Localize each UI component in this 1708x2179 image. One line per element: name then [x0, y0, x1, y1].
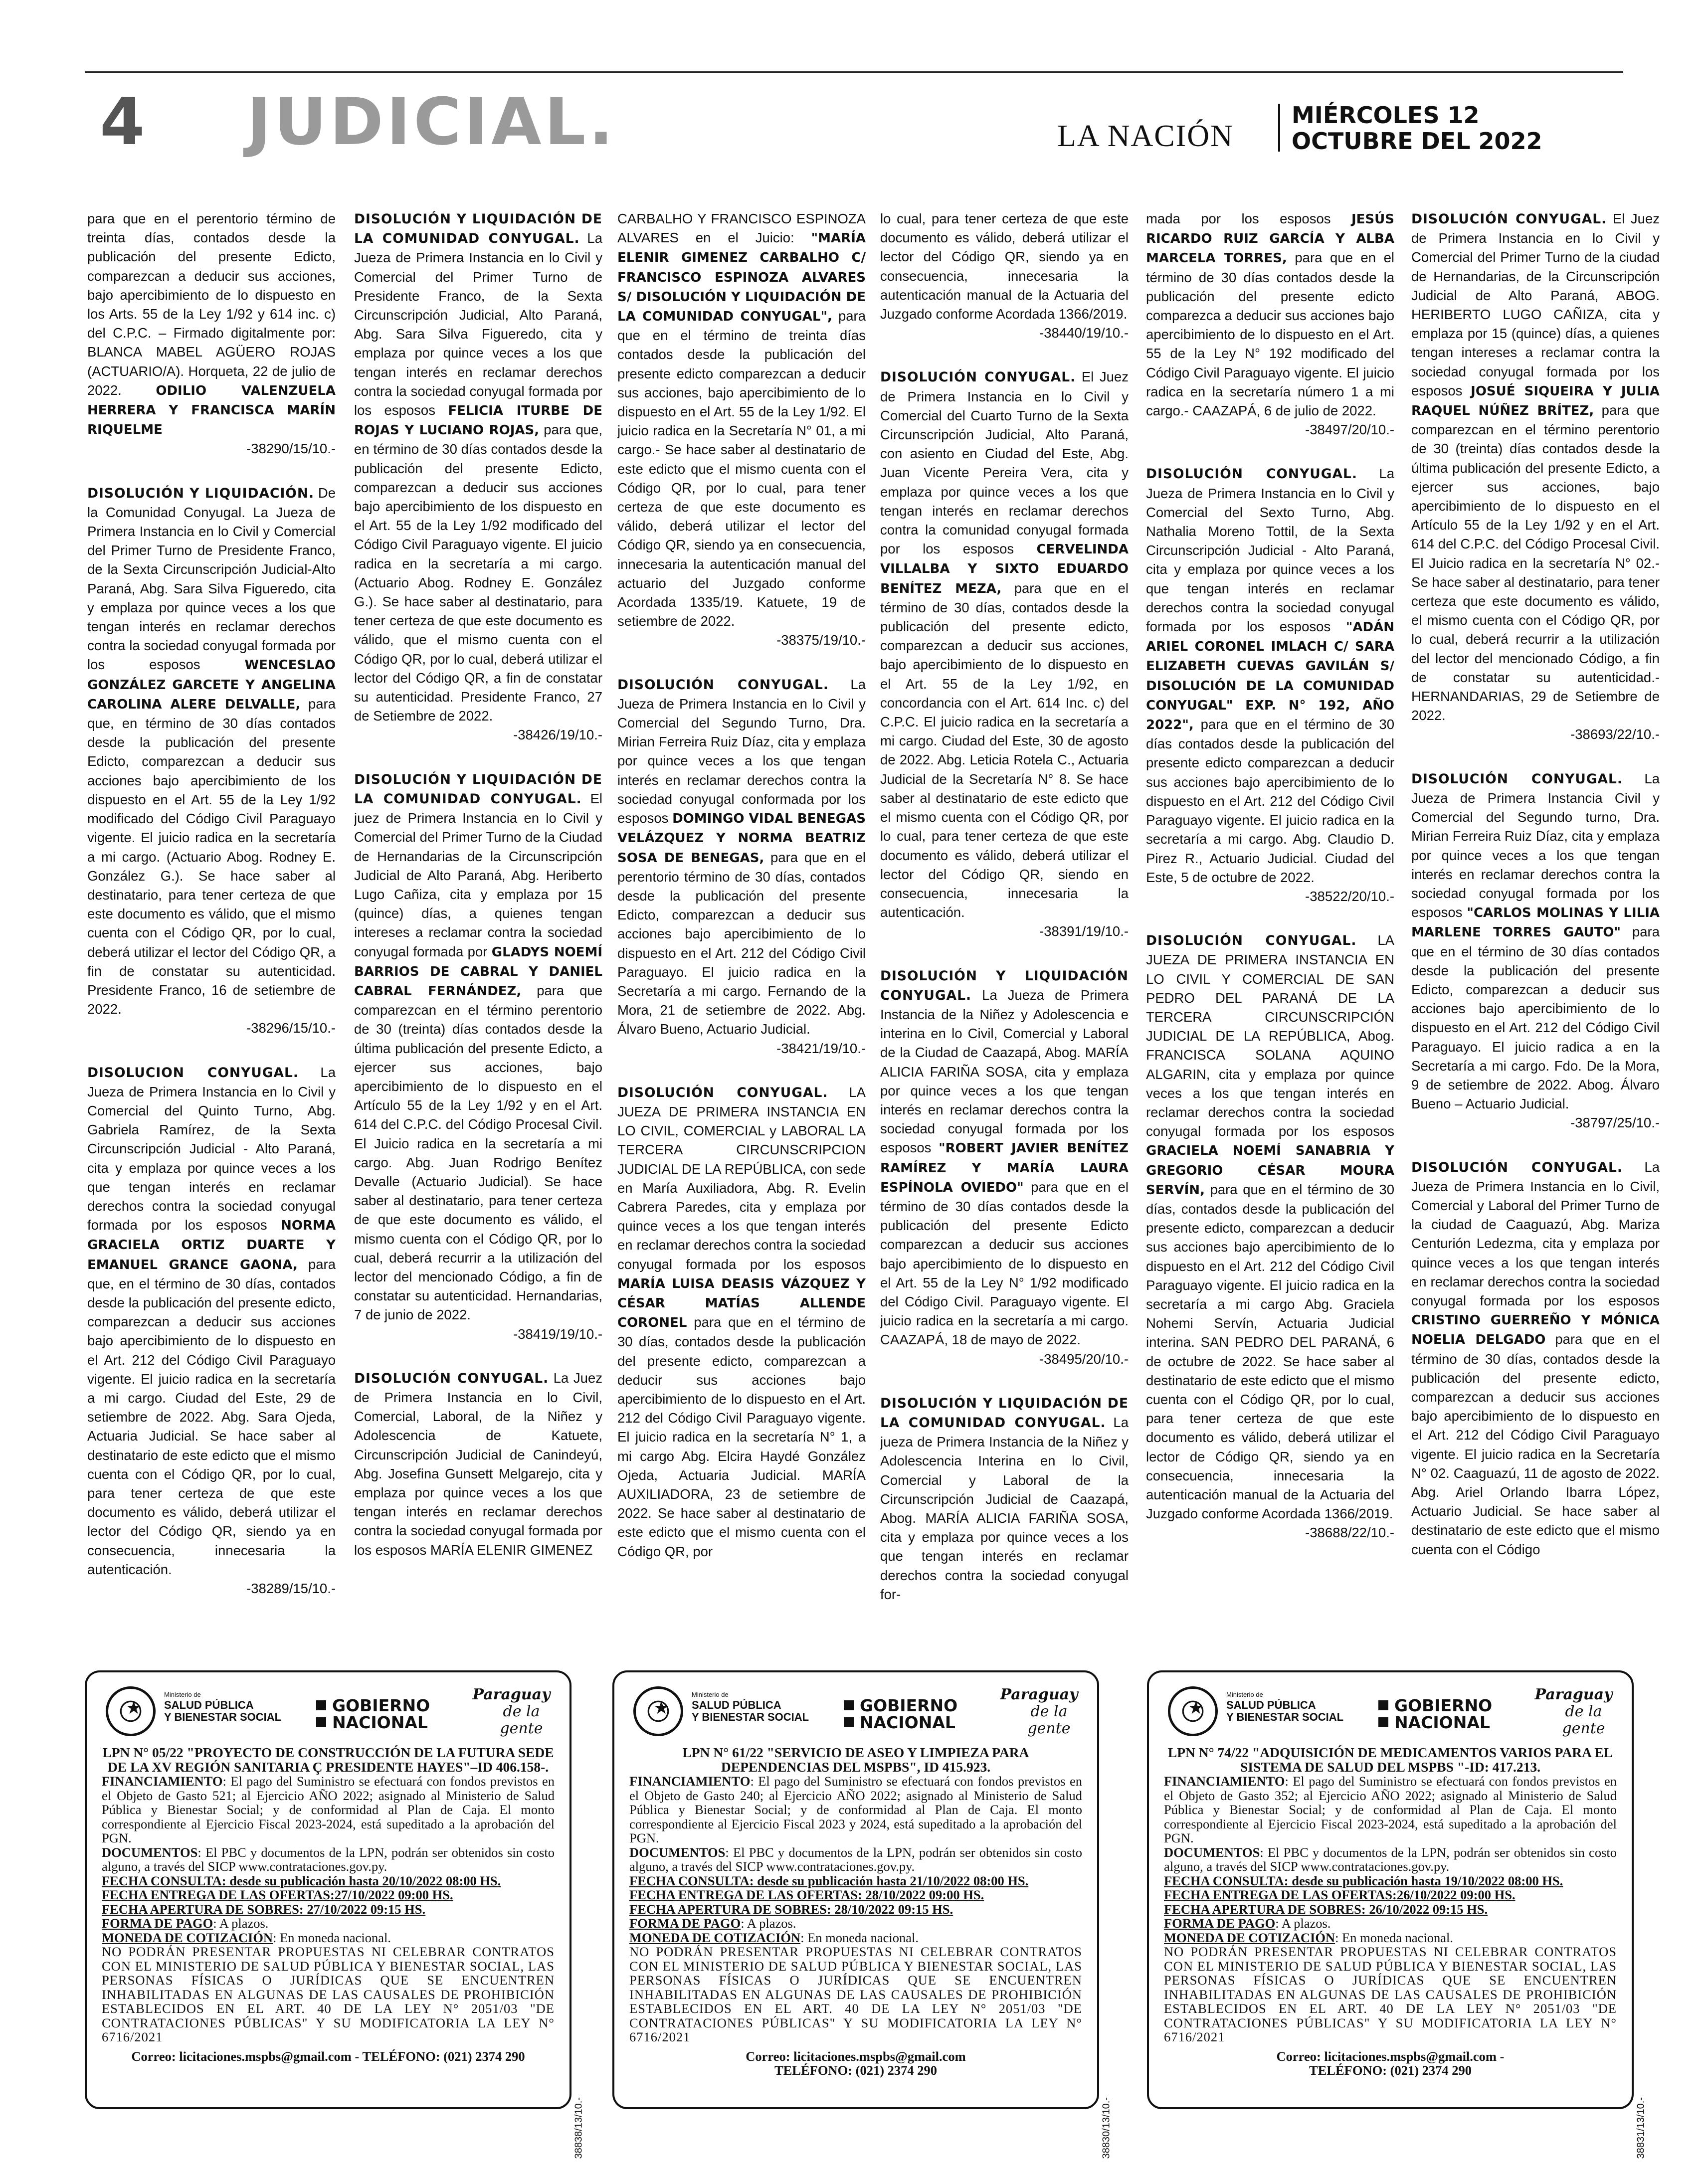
- column-1: [87, 209, 336, 1635]
- ad-reference: 38838/13/10.-: [573, 2097, 584, 2159]
- ministry-name-line2: Y BIENESTAR SOCIAL: [1226, 1711, 1344, 1723]
- financing: [1164, 1774, 1617, 1845]
- tender-title: LPN N° 61/22 "SERVICIO DE ASEO Y LIMPIEZA PARA DEPENDENCIAS DEL MSPBS", ID 415.923.: [682, 1745, 1029, 1775]
- notice-body-continued: para que, en término de 30 días contados desde la publicación del presente Edicto, comparezcan a deducir sus acciones bajo apercibimiento de los dispuesto en el Art. 55 de la Ley 1/92 modificado del Código Civil Paraguayo vigente. El juicio radica en la secretaría a mi cargo. (Actuario Abog. Rodney E. González G.). Se hace saber al destinatario, para tener certeza de que este documento es válido, que el mismo cuenta con el Código QR, por lo cual, deberá utilizar el lector del Código QR, a fin de constatar su autenticidad. Presidente Franco, 27 de Setiembre de 2022.: [354, 422, 602, 724]
- financing: [102, 1774, 555, 1845]
- tender-title: LPN N° 74/22 "ADQUISICIÓN DE MEDICAMENTOS VARIOS PARA EL SISTEMA DE SALUD DEL MSPBS "-ID: 417.213.: [1167, 1745, 1613, 1775]
- column-5: [1146, 209, 1394, 1635]
- financing-text: : El pago del Suministro se efectuará con fondos previstos en el Objeto de Gasto 352; al Ejercicio AÑO 2022; asignado al Ministerio de Salud Pública y Bienestar Social; y de conformidad al Plan de Caja. El monto correspondiente al Ejercicio Fiscal 2023-2024, está supeditado a la aprobación del PGN.: [1164, 1774, 1617, 1845]
- edict-notice: [87, 1063, 336, 1599]
- gob-line1: GOBIERNO: [860, 1696, 958, 1715]
- ministry-prefix: Ministerio de: [692, 1691, 729, 1698]
- square-icon: [316, 1700, 326, 1710]
- payment-text: : A plazos.: [741, 1916, 796, 1931]
- quote-currency: [629, 1931, 1082, 1945]
- ministry-name-line1: SALUD PÚBLICA: [1226, 1699, 1316, 1711]
- square-icon: [844, 1717, 854, 1727]
- quote-currency: [102, 1931, 555, 1945]
- edict-notice: [880, 209, 1129, 343]
- notice-body: La Jueza de Primera Instancia en lo Civil y Comercial del Quinto Turno, Abg. Gabriela Ramírez, de la Sexta Circunscripción Judicial - Alto Paraná, cita y emplaza por quince veces a los que tengan interés en reclamar derechos contra la sociedad conyugal formada por los esposos: [87, 1064, 336, 1233]
- notice-parties: "ROBERT JAVIER BENÍTEZ RAMÍREZ Y MARÍA LAURA ESPÍNOLA OVIEDO": [880, 1141, 1129, 1195]
- edict-notice: [1146, 464, 1394, 906]
- edict-notice: [354, 770, 602, 1344]
- slogan-line2: de la gente: [500, 1703, 543, 1737]
- gobierno-nacional-logo: [316, 1697, 430, 1731]
- payment-text: : A plazos.: [213, 1916, 269, 1931]
- consultation-date: FECHA CONSULTA: desde su publicación hasta 20/10/2022 08:00 HS.: [102, 1873, 501, 1888]
- notice-parties: "CARLOS MOLINAS Y LILIA MARLENE TORRES GAUTO": [1411, 906, 1660, 940]
- edict-notice: [880, 966, 1129, 1369]
- notice-reference: -38693/22/10.-: [1570, 726, 1660, 742]
- ad-reference: 38831/13/10.-: [1635, 2097, 1646, 2159]
- prohibition-notice: NO PODRÁN PRESENTAR PROPUESTAS NI CELEBRAR CONTRATOS CON EL MINISTERIO DE SALUD PÚBLICA Y BIENESTAR SOCIAL, LAS PERSONAS FÍSICAS O JURÍDICAS QUE SE ENCUENTREN INHABILITADAS EN ALGUNAS DE LAS CAUSALES DE PROHIBICIÓN ESTABLECIDOS EN EL ART. 40 DE LA LEY N° 2051/03 "DE CONTRATACIONES PÚBLICAS" Y SU MODIFICATORIA LA LEY N° 6716/2021: [102, 1944, 555, 2044]
- top-rule: [85, 71, 1623, 73]
- currency-text: : En moneda nacional.: [1335, 1930, 1454, 1945]
- notice-heading: DISOLUCIÓN CONYUGAL.: [1146, 466, 1358, 482]
- envelope-opening-date: FECHA APERTURA DE SOBRES: 26/10/2022 09:15 HS.: [1164, 1901, 1488, 1917]
- ministry-label: [692, 1690, 809, 1723]
- notice-reference: -38419/19/10.-: [513, 1326, 602, 1342]
- notice-heading: DISOLUCIÓN CONYUGAL.: [880, 369, 1076, 385]
- column-6: [1411, 209, 1660, 1635]
- payment-label: FORMA DE PAGO: [629, 1916, 741, 1931]
- financing-label: FINANCIAMIENTO: [1164, 1774, 1285, 1789]
- envelope-opening-date: FECHA APERTURA DE SOBRES: 28/10/2022 09:15 HS.: [629, 1901, 953, 1917]
- notice-body: La Jueza de Primera Instancia en lo Civil, Comercial y Laboral del Primer Turno de la ciudad de Caaguazú, Abg. Mariza Centurión Ledezma, cita y emplaza por quince veces a los que tengan interés en reclamar derechos contra la sociedad conyugal formada por los esposos: [1411, 1159, 1660, 1308]
- notice-parties: NORMA GRACIELA ORTIZ DUARTE Y EMANUEL GRANCE GAONA,: [87, 1218, 336, 1272]
- financing-text: : El pago del Suministro se efectuará con fondos previstos en el Objeto de Gasto 240; al Ejercicio AÑO 2022; asignado al Ministerio de Salud Pública y Bienestar Social; y de conformidad al Plan de Caja. El monto correspondiente al Ejercicio Fiscal 2023 y 2024, está supeditado a la aprobación del PGN.: [629, 1774, 1082, 1845]
- ministry-name-line2: Y BIENESTAR SOCIAL: [692, 1711, 809, 1723]
- notice-heading: DISOLUCIÓN Y LIQUIDACIÓN DE LA COMUNIDAD CONYUGAL.: [354, 211, 602, 247]
- notice-body: La Jueza de Primera Instancia de la Niñez y Adolescencia e interina en lo Civil, Comercial y Laboral de la Ciudad de Caazapá, Abog. MARÍA ALICIA FARIÑA SOSA, cita y emplaza por quince veces a los que tengan interés en reclamar derechos contra la sociedad conyugal formada por los esposos: [880, 987, 1129, 1156]
- issue-date: [1292, 102, 1542, 154]
- notice-body: El Juez de Primera Instancia en lo Civil y Comercial del Primer Turno de la ciudad de Hernandarias, de la Circunscripción Judicial de Alto Paraná, ABOG. HERIBERTO LUGO CAÑIZA, cita y emplaza por 15 (quince) días, a quienes tengan intereses a reclamar contra la sociedad conyugal formada por los esposos: [1411, 211, 1660, 398]
- notice-reference: -38289/15/10.-: [246, 1581, 336, 1597]
- notice-parties: "MARÍA ELENIR GIMENEZ CARBALHO C/ FRANCISCO ESPINOZA ALVARES S/ DISOLUCIÓN Y LIQUIDACIÓN DE LA COMUNIDAD CONYUGAL",: [617, 231, 866, 325]
- ad-header: [102, 1686, 555, 1742]
- gobierno-nacional-logo: [1378, 1697, 1492, 1731]
- contact-line2: TELÉFONO: (021) 2374 290: [774, 2063, 938, 2078]
- notice-body-continued: para que, en término de 30 días contados desde la publicación del presente Edicto, comparezcan a deducir sus acciones bajo apercibimiento de los dispuesto en el Art. 55 de la Ley 1/92 modificado del Código Civil Paraguayo vigente. El juicio radica en la secretaría a mi cargo. (Actuario Abog. Rodney E. González G.). Se hace saber al destinatario, para tener certeza de que este documento es válido, que el mismo cuenta con el Código QR, por lo cual, deberá utilizar el lector del Código QR, a fin de constatar su autenticidad. Presidente Franco, 16 de setiembre de 2022.: [87, 696, 336, 1017]
- notice-parties: JESÚS RICARDO RUIZ GARCÍA Y ALBA MARCELA TORRES,: [1146, 212, 1394, 266]
- notice-body: LA JUEZA DE PRIMERA INSTANCIA EN LO CIVIL Y COMERCIAL DE SAN PEDRO DEL PARANÁ DE LA TERCERA CIRCUNSCRIPCIÓN JUDICIAL DE LA REPÚBLICA, Abog. FRANCISCA SOLANA AQUINO ALGARIN, cita y emplaza por quince veces a los que tengan interés en reclamar derechos contra la sociedad conyugal formada por los esposos: [1146, 932, 1394, 1139]
- notice-heading: DISOLUCIÓN CONYUGAL.: [1146, 933, 1357, 949]
- edict-notice: [1411, 209, 1660, 744]
- notice-body: La Jueza de Primera Instancia en lo Civil y Comercial del Sexto Turno, Abg. Nathalia Moreno Tottil, de la Sexta Circunscripción Judicial - Alto Paraná, cita y emplaza por quince veces a los que tengan interés en reclamar derechos contra la sociedad conyugal formada por los esposos: [1146, 466, 1394, 635]
- payment-method: [629, 1916, 1082, 1931]
- financing-label: FINANCIAMIENTO: [102, 1774, 223, 1789]
- notice-body: LA JUEZA DE PRIMERA INSTANCIA EN LO CIVIL, COMERCIAL y LABORAL LA TERCERA CIRCUNSCRIPCION JUDICIAL DE LA REPÚBLICA, con sede en María Auxiliadora, Abg. R. Evelin Cabrera Paredes, cita y emplaza por quince veces a los que tengan interés en reclamar derechos contra la sociedad conyugal formada por los esposos: [617, 1084, 866, 1272]
- slogan: [1530, 1686, 1617, 1737]
- documents: [629, 1845, 1082, 1874]
- notice-reference: -38290/15/10.-: [246, 441, 336, 457]
- national-seal-icon: [1168, 1686, 1218, 1736]
- tender-ad-3: [1147, 1670, 1646, 2159]
- notice-body-continued: para que en el término de 30 días, contados desde la publicación del presente edicto, comparezcan a deducir sus acciones bajo apercibimiento de lo dispuesto en el Art. 212 del Código Civil Paraguayo vigente. El juicio radica en la Secretaría N° 02. Caaguazú, 11 de agosto de 2022. Abg. Ariel Orlando Ibarra López, Actuario Judicial. Se hace saber al destinatario de este edicto que el mismo cuenta con el Código: [1411, 1331, 1660, 1557]
- envelope-opening-date: FECHA APERTURA DE SOBRES: 27/10/2022 09:15 HS.: [102, 1901, 426, 1917]
- column-4: [880, 209, 1129, 1635]
- slogan-line2: de la gente: [1562, 1703, 1605, 1737]
- contact-line1: Correo: licitaciones.mspbs@gmail.com: [746, 2048, 966, 2064]
- square-icon: [1378, 1717, 1388, 1727]
- currency-label: MONEDA DE COTIZACIÓN: [1164, 1930, 1335, 1945]
- payment-text: : A plazos.: [1275, 1916, 1331, 1931]
- notice-body-continued: para que en el perentorio término de 30 días, contados desde la publicación del presente Edicto, comparezcan a deducir sus acciones bajo apercibimiento de lo dispuesto en el Art. 212 del Código Civil Paraguayo. El juicio radica en la Secretaría a mi cargo. Fernando de la Mora, 21 de setiembre de 2022. Abg. Álvaro Bueno, Actuario Judicial.: [617, 849, 866, 1037]
- square-icon: [844, 1700, 854, 1710]
- notice-body-continued: para que en el término de 30 días contados desde la publicación del presente edicto comparezca a deducir sus acciones bajo apercibimiento de lo dispuesto en el Art. 55 de la Ley N° 192 modificado del Código Civil Paraguayo vigente. El juicio radica en la secretaría número 1 a mi cargo.- CAAZAPÁ, 6 de julio de 2022.: [1146, 250, 1394, 419]
- slogan-line1: Paraguay: [1534, 1686, 1613, 1703]
- notice-heading: DISOLUCIÓN CONYUGAL.: [1411, 771, 1623, 787]
- ministry-label: [164, 1690, 281, 1723]
- notice-body: De la Comunidad Conyugal. La Jueza de Primera Instancia en lo Civil y Comercial del Primer Turno de Presidente Franco, de la Sexta Circunscripción Judicial-Alto Paraná, Abg. Sara Silva Figueredo, cita y emplaza por quince veces a los que tengan interés en reclamar derechos contra la sociedad conyugal formada por los esposos: [87, 485, 336, 673]
- notice-parties: GLADYS NOEMÍ BARRIOS DE CABRAL Y DANIEL CABRAL FERNÁNDEZ,: [354, 944, 602, 999]
- notice-parties: CRISTINO GUERREÑO Y MÓNICA NOELIA DELGADO: [1411, 1313, 1660, 1348]
- ministry-prefix: Ministerio de: [1226, 1691, 1263, 1698]
- edict-notice: [1146, 931, 1394, 1543]
- payment-method: [102, 1916, 555, 1931]
- notice-body-continued: para que, en el término de 30 días, contados desde la publicación del presente edicto, comparezcan a deducir sus acciones bajo apercibimiento de lo dispuesto en el Art. 212 del Código Civil Paraguayo vigente. El juicio radica en la secretaría a mi cargo. Ciudad del Este, 29 de setiembre de 2022. Abg. Sara Ojeda, Actuaria Judicial. Se hace saber al destinatario de este edicto que el mismo cuenta con el Código QR, por lo cual, para tener certeza de que este documento es válido, deberá utilizar el lector del Código QR, siendo ya en consecuencia, innecesaria la autenticación.: [87, 1256, 336, 1577]
- notice-reference: -38797/25/10.-: [1570, 1115, 1660, 1131]
- contact-line1: Correo: licitaciones.mspbs@gmail.com -: [1276, 2048, 1505, 2064]
- notice-reference: -38688/22/10.-: [1305, 1525, 1394, 1541]
- contact-line1: Correo: licitaciones.mspbs@gmail.com - TELÉFONO: (021) 2374 290: [131, 2048, 525, 2064]
- gob-line2: NACIONAL: [332, 1713, 428, 1732]
- notice-heading: DISOLUCION CONYUGAL.: [87, 1065, 299, 1081]
- national-seal-icon: [633, 1686, 683, 1736]
- tender-ad-2: [612, 1670, 1112, 2159]
- contact-info: [629, 2049, 1082, 2078]
- notice-body-continued: para que comparezcan en el término perentorio de 30 (treinta) días contados desde la última publicación del presente Edicto, a ejercer sus acciones, bajo apercibimiento de lo dispuesto en el Artículo 55 de la Ley 1/92 y en el Art. 614 del C.P.C. del Código Procesal Civil. El Juicio radica en la secretaría a mi cargo. Abg. Juan Rodrigo Benítez Devalle (Actuario Judicial). Se hace saber al destinatario, para tener certeza de que este documento es válido, el mismo cuenta con el Código QR, por lo cual, deberá recurrir a la utilización del lector del mencionado Código, a fin de constatar su autenticidad. Hernandarias, 7 de junio de 2022.: [354, 982, 602, 1323]
- contact-line2: TELÉFONO: (021) 2374 290: [1309, 2063, 1472, 2078]
- gob-line2: NACIONAL: [1394, 1713, 1490, 1732]
- notice-body: para que en el perentorio término de treinta días, contados desde la publicación del presente Edicto, comparezcan a deducir sus acciones, bajo apercibimiento de lo dispuesto en los Arts. 55 de la Ley 1/92 y 614 inc. c) del C.P.C. – Firmado digitalmente por: BLANCA MABEL AGÜERO ROJAS (ACTUARIO/A). Horqueta, 22 de julio de 2022.: [87, 211, 336, 398]
- financing-label: FINANCIAMIENTO: [629, 1774, 751, 1789]
- square-icon: [1378, 1700, 1388, 1710]
- quote-currency: [1164, 1931, 1617, 1945]
- payment-label: FORMA DE PAGO: [102, 1916, 213, 1931]
- notice-body: La Jueza de Primera Instancia en lo Civil y Comercial del Primer Turno de Presidente Franco, de la Sexta Circunscripción Judicial, Alto Paraná, Abg. Sara Silva Figueredo, cita y emplaza por quince veces a los que tengan interés en reclamar derechos contra la sociedad conyugal formada por los esposos: [354, 230, 602, 418]
- notice-body: El juez de Primera Instancia en lo Civil y Comercial del Primer Turno de la Ciudad de Hernandarias de la Circunscripción Judicial de Alto Paraná, Abg. Heriberto Lugo Cañiza, cita y emplaza por 15 (quince) días, a quienes tengan intereses a reclamar contra la sociedad conyugal formada por: [354, 790, 602, 959]
- notice-heading: DISOLUCIÓN Y LIQUIDACIÓN DE LA COMUNIDAD CONYUGAL.: [880, 1395, 1129, 1431]
- edict-notice: [617, 1083, 866, 1561]
- page-number: 4: [100, 84, 143, 160]
- notice-reference: -38421/19/10.-: [776, 1040, 866, 1056]
- documents-text: : El PBC y documentos de la LPN, podrán ser obtenidos sin costo alguno, a través del SICP www.contrataciones.gov.py.: [102, 1844, 555, 1874]
- date-month-year: OCTUBRE DEL 2022: [1292, 128, 1542, 155]
- square-icon: [316, 1717, 326, 1727]
- notice-parties: ODILIO VALENZUELA HERRERA Y FRANCISCA MARÍN RIQUELME: [87, 383, 336, 438]
- edict-notice: [87, 209, 336, 459]
- notice-reference: -38495/20/10.-: [1039, 1351, 1129, 1367]
- notice-body-continued: para que en el término de 30 días, contados desde la publicación del presente edicto, comparezcan a deducir sus acciones bajo apercibimiento de lo dispuesto en el Art. 212 del Código Civil Paraguayo vigente. El juicio radica en la secretaría N° 1, a mi cargo Abg. Elcira Haydé González Ojeda, Actuaria Judicial. MARÍA AUXILIADORA, 23 de setiembre de 2022. Se hace saber al destinatario de este edicto que el mismo cuenta con el Código QR, por: [617, 1314, 866, 1559]
- edict-notice: [880, 1394, 1129, 1604]
- header-divider: [1278, 104, 1280, 152]
- notice-body: El Juez de Primera Instancia en lo Civil y Comercial del Cuarto Turno de la Sexta Circunscripción Judicial, Alto Paraná, con asiento en Ciudad del Este, Abg. Juan Vicente Pereira Vera, cita y emplaza por quince veces a los que tengan interés en reclamar derechos contra la comunidad conyugal formada por los esposos: [880, 369, 1129, 557]
- notice-body: lo cual, para tener certeza de que este documento es válido, deberá utilizar el lector del Código QR, siendo ya en consecuencia, innecesaria la autenticación manual de la Actuaria del Juzgado conforme Acordada 1366/2019.: [880, 211, 1129, 322]
- edict-notice: [87, 484, 336, 1038]
- column-3: [617, 209, 866, 1635]
- notice-parties: CERVELINDA VILLALBA Y SIXTO EDUARDO BENÍTEZ MEZA,: [880, 542, 1129, 596]
- prohibition-notice: NO PODRÁN PRESENTAR PROPUESTAS NI CELEBRAR CONTRATOS CON EL MINISTERIO DE SALUD PÚBLICA Y BIENESTAR SOCIAL, LAS PERSONAS FÍSICAS O JURÍDICAS QUE SE ENCUENTREN INHABILITADAS EN ALGUNAS DE LAS CAUSALES DE PROHIBICIÓN ESTABLECIDOS EN EL ART. 40 DE LA LEY N° 2051/03 "DE CONTRATACIONES PÚBLICAS" Y SU MODIFICATORIA LA LEY N° 6716/2021: [629, 1944, 1082, 2044]
- documents: [102, 1845, 555, 1874]
- tender-title: LPN N° 05/22 "PROYECTO DE CONSTRUCCIÓN DE LA FUTURA SEDE DE LA XV REGIÓN SANITARIA Ç PRESIDENTE HAYES"–ID 406.158-.: [102, 1745, 554, 1775]
- offer-delivery-date: FECHA ENTREGA DE LAS OFERTAS: 28/10/2022 09:00 HS.: [629, 1887, 984, 1902]
- notice-heading: DISOLUCIÓN CONYUGAL.: [617, 677, 829, 693]
- slogan-line1: Paraguay: [1000, 1686, 1078, 1703]
- contact-info: [102, 2049, 555, 2064]
- notice-parties: MARÍA LUISA DEASIS VÁZQUEZ Y CÉSAR MATÍAS ALLENDE CORONEL: [617, 1276, 866, 1331]
- payment-method: [1164, 1916, 1617, 1931]
- date-weekday: MIÉRCOLES 12: [1292, 102, 1480, 129]
- slogan-line1: Paraguay: [472, 1686, 551, 1703]
- notice-body-continued: para que comparezcan en el término perentorio de 30 (treinta) días contados desde la última publicación del presente Edicto, a ejercer sus acciones, bajo apercibimiento de lo dispuesto en el Artículo 55 de la Ley 1/92 y en el Art. 614 del C.P.C. del Código Procesal Civil. El Juicio radica en la secretaría N° 02.- Se hace saber al destinatario, para tener certeza que este documento es válido, el mismo cuenta con el Código QR, por lo cual, deberá recurrir a la utilización del lector del mencionado Código, a fin de constatar su autenticidad.- HERNANDARIAS, 29 de Setiembre de 2022.: [1411, 402, 1660, 724]
- national-seal-icon: [106, 1686, 156, 1736]
- notice-reference: -38522/20/10.-: [1305, 888, 1394, 904]
- notice-parties: DOMINGO VIDAL BENEGAS VELÁZQUEZ Y NORMA BEATRIZ SOSA DE BENEGAS,: [617, 811, 866, 866]
- consultation-date: FECHA CONSULTA: desde su publicación hasta 19/10/2022 08:00 HS.: [1164, 1873, 1563, 1888]
- notice-reference: -38391/19/10.-: [1039, 923, 1129, 939]
- contact-info: [1164, 2049, 1617, 2078]
- notice-body-continued: para que en el término de 30 días, contados desde la publicación del presente edicto, comparezcan a deducir sus acciones bajo apercibimiento de lo dispuesto en el Art. 212 del Código Civil Paraguayo vigente. El juicio radica en la secretaría a mi cargo Abg. Graciela Nohemi Servín, Actuaria Judicial interina. SAN PEDRO DEL PARANÁ, 6 de octubre de 2022. Se hace saber al destinatario de este edicto que el mismo cuenta con el Código QR, por lo cual, para tener certeza de que este documento es válido, deberá utilizar el lector de Código QR, siendo ya en consecuencia, innecesaria la autenticación manual de la Actuaria del Juzgado conforme Acordada 1366/2019.: [1146, 1181, 1394, 1522]
- slogan: [996, 1686, 1082, 1737]
- financing: [629, 1774, 1082, 1845]
- notice-body-continued: para que en el término de 30 días, contados desde la publicación del presente edicto, comparezcan a deducir sus acciones, bajo apercibimiento de lo dispuesto en el Art. 55 de la Ley 1/92, en concordancia con el Art. 614 Inc. c) del C.P.C. El juicio radica en la secretaría a mi cargo. Ciudad del Este, 30 de agosto de 2022. Abg. Leticia Rotela C., Actuaria Judicial de la Secretaría N° 8. Se hace saber al destinatario de este edicto que el mismo cuenta con el Código QR, por lo cual, para tener certeza de que este documento es válido, deberá utilizar el lector del Código QR, siendo en consecuencia, innecesaria la autenticación.: [880, 580, 1129, 920]
- notice-reference: -38375/19/10.-: [776, 632, 866, 648]
- notice-body: La jueza de Primera Instancia de la Niñez y Adolescencia Interina en lo Civil, Comercial y Laboral de la Circunscripción Judicial de Caazapá, Abog. MARÍA ALICIA FARIÑA SOSA, cita y emplaza por quince veces a los que tengan interés en reclamar derechos contra la sociedad conyugal for-: [880, 1414, 1129, 1602]
- edict-notice: [354, 1369, 602, 1560]
- documents-label: DOCUMENTOS: [102, 1844, 198, 1860]
- slogan-line2: de la gente: [1027, 1703, 1071, 1737]
- slogan: [468, 1686, 555, 1737]
- edict-notice: [880, 367, 1129, 941]
- notice-heading: DISOLUCIÓN Y LIQUIDACIÓN.: [87, 485, 315, 501]
- financing-text: : El pago del Suministro se efectuará con fondos previstos en el Objeto de Gasto 521; al Ejercicio AÑO 2022; asignado al Ministerio de Salud Pública y Bienestar Social; y de conformidad al Plan de Caja. El monto correspondiente al Ejercicio Fiscal 2023-2024, está supeditado a la aprobación del PGN.: [102, 1774, 555, 1845]
- ministry-name-line2: Y BIENESTAR SOCIAL: [164, 1711, 282, 1723]
- currency-label: MONEDA DE COTIZACIÓN: [629, 1930, 801, 1945]
- notice-body-continued: para que en el término de 30 días contados desde la publicación del presente Edicto comparezcan a deducir sus acciones bajo apercibimiento de lo dispuesto en el Art. 55 de la Ley N° 1/92 modificado del Código Civil. Paraguayo vigente. El juicio radica en la secretaría a mi cargo. CAAZAPÁ, 18 de mayo de 2022.: [880, 1179, 1129, 1348]
- notice-heading: DISOLUCIÓN Y LIQUIDACIÓN CONYUGAL.: [880, 968, 1129, 1003]
- edict-notice: [617, 209, 866, 650]
- gob-line1: GOBIERNO: [1394, 1696, 1493, 1715]
- ministry-label: [1226, 1690, 1343, 1723]
- documents-text: : El PBC y documentos de la LPN, podrán ser obtenidos sin costo alguno, a través del SICP www.contrataciones.gov.py.: [1164, 1844, 1617, 1874]
- ministry-prefix: Ministerio de: [164, 1691, 201, 1698]
- documents: [1164, 1845, 1617, 1874]
- prohibition-notice: NO PODRÁN PRESENTAR PROPUESTAS NI CELEBRAR CONTRATOS CON EL MINISTERIO DE SALUD PÚBLICA Y BIENESTAR SOCIAL, LAS PERSONAS FÍSICAS O JURÍDICAS QUE SE ENCUENTREN INHABILITADAS EN ALGUNAS DE LAS CAUSALES DE PROHIBICIÓN ESTABLECIDOS EN EL ART. 40 DE LA LEY N° 2051/03 "DE CONTRATACIONES PÚBLICAS" Y SU MODIFICATORIA LA LEY N° 6716/2021: [1164, 1944, 1617, 2044]
- notice-body-continued: para que en el término de treinta días contados desde la publicación del presente edicto comparezcan a deducir sus acciones, bajo apercibimiento de lo dispuesto en el Art. 55 de la Ley 1/92. El juicio radica en la Secretaría N° 01, a mi cargo.- Se hace saber al destinatario de este edicto que el mismo cuenta con el Código QR, por lo cual, para tener certeza de que este documento es válido, deberá utilizar el lector del Código QR, siendo ya en consecuencia, innecesaria la autenticación manual del actuario del Juzgado conforme Acordada 1335/19. Katuete, 19 de setiembre de 2022.: [617, 308, 866, 629]
- offer-delivery-date: FECHA ENTREGA DE LAS OFERTAS:26/10/2022 09:00 HS.: [1164, 1887, 1516, 1902]
- notice-parties: FELICIA ITURBE DE ROJAS Y LUCIANO ROJAS,: [354, 403, 602, 438]
- edict-notice: [1411, 769, 1660, 1133]
- notice-body: La Jueza de Primera Instancia en lo Civil y Comercial del Segundo Turno, Dra. Mirian Ferreira Ruiz Díaz, cita y emplaza por quince veces a los que tengan interés en reclamar derechos contra la sociedad conyugal conformada por los esposos: [617, 676, 866, 826]
- notice-body-continued: para que en el término de 30 días contados desde la publicación del presente edicto comparezcan a deducir sus acciones bajo apercibimiento de lo dispuesto en el Art. 212 del Código Civil Paraguayo vigente. El juicio radica en la secretaría a mi cargo. Abg. Claudio D. Pirez R., Actuario Judicial. Ciudad del Este, 5 de octubre de 2022.: [1146, 717, 1394, 885]
- consultation-date: FECHA CONSULTA: desde su publicación hasta 21/10/2022 08:00 HS.: [629, 1873, 1029, 1888]
- documents-label: DOCUMENTOS: [1164, 1844, 1260, 1860]
- notice-body: mada por los esposos: [1146, 211, 1331, 226]
- section-title: JUDICIAL.: [247, 84, 616, 160]
- edict-notice: [1411, 1158, 1660, 1559]
- notice-body: La Jueza de Primera Instancia Civil y Comercial del Segundo turno, Dra. Mirian Ferreira Ruiz Díaz, cita y emplaza por quince veces a los que tengan interés en reclamar derechos contra la sociedad conyugal formada por los esposos: [1411, 770, 1660, 920]
- notice-parties: "ADÁN ARIEL CORONEL IMLACH C/ SARA ELIZABETH CUEVAS GAVILÁN S/ DISOLUCIÓN DE LA COMUNIDAD CONYUGAL" EXP. N° 192, AÑO 2022",: [1146, 620, 1394, 733]
- notice-parties: GRACIELA NOEMÍ SANABRIA Y GREGORIO CÉSAR MOURA SERVÍN,: [1146, 1143, 1394, 1198]
- currency-text: : En moneda nacional.: [800, 1930, 919, 1945]
- ministry-name-line1: SALUD PÚBLICA: [164, 1699, 254, 1711]
- notice-reference: -38296/15/10.-: [246, 1020, 336, 1036]
- notice-body-continued: para que en el término de 30 días contados desde la publicación del presente Edicto, comparezcan a deducir sus acciones bajo apercibimiento de lo dispuesto en el Art. 212 del Código Civil Paraguayo. El juicio radica a en la Secretaría a mi cargo. Fdo. De la Mora, 9 de setiembre de 2022. Abog. Álvaro Bueno – Actuario Judicial.: [1411, 924, 1660, 1112]
- currency-label: MONEDA DE COTIZACIÓN: [102, 1930, 273, 1945]
- payment-label: FORMA DE PAGO: [1164, 1916, 1276, 1931]
- ad-reference: 38830/13/10.-: [1101, 2097, 1112, 2159]
- offer-delivery-date: FECHA ENTREGA DE LAS OFERTAS:27/10/2022 09:00 HS.: [102, 1887, 453, 1902]
- edict-notice: [354, 209, 602, 745]
- gobierno-nacional-logo: [844, 1697, 957, 1731]
- currency-text: : En moneda nacional.: [273, 1930, 391, 1945]
- ad-header: [629, 1686, 1082, 1742]
- notice-parties: WENCESLAO GONZÁLEZ GARCETE Y ANGELINA CAROLINA ALERE DELVALLE,: [87, 658, 336, 712]
- notice-heading: DISOLUCIÓN Y LIQUIDACIÓN DE LA COMUNIDAD CONYUGAL.: [354, 771, 602, 807]
- newspaper-logo: LA NACIÓN: [1057, 119, 1234, 153]
- ministry-name-line1: SALUD PÚBLICA: [692, 1699, 781, 1711]
- ad-header: [1164, 1686, 1617, 1742]
- edict-notice: [1146, 209, 1394, 439]
- notice-body: La Juez de Primera Instancia en lo Civil, Comercial, Laboral, de la Niñez y Adolescencia de Katuete, Circunscripción Judicial de Canindeyú, Abg. Josefina Gunsett Melgarejo, cita y emplaza por quince veces a los que tengan interés en reclamar derechos contra la sociedad conyugal formada por los esposos MARÍA ELENIR GIMENEZ: [354, 1370, 602, 1558]
- notice-reference: -38497/20/10.-: [1305, 422, 1394, 438]
- notice-heading: DISOLUCIÓN CONYUGAL.: [1411, 1159, 1623, 1175]
- notice-body: CARBALHO Y FRANCISCO ESPINOZA ALVARES en el Juicio:: [617, 211, 866, 246]
- notice-heading: DISOLUCIÓN CONYUGAL.: [354, 1370, 549, 1386]
- edict-notice: [617, 675, 866, 1058]
- notice-reference: -38426/19/10.-: [513, 727, 602, 743]
- gob-line1: GOBIERNO: [332, 1696, 430, 1715]
- documents-text: : El PBC y documentos de la LPN, podrán ser obtenidos sin costo alguno, a través del SICP www.contrataciones.gov.py.: [629, 1844, 1082, 1874]
- gob-line2: NACIONAL: [860, 1713, 955, 1732]
- notice-reference: -38440/19/10.-: [1039, 325, 1129, 341]
- documents-label: DOCUMENTOS: [629, 1844, 726, 1860]
- notice-heading: DISOLUCIÓN CONYUGAL.: [617, 1085, 828, 1100]
- column-2: [354, 209, 602, 1635]
- tender-ad-1: [85, 1670, 584, 2159]
- notice-heading: DISOLUCIÓN CONYUGAL.: [1411, 211, 1607, 227]
- notice-parties: JOSUÉ SIQUEIRA Y JULIA RAQUEL NÚÑEZ BRÍTEZ,: [1411, 383, 1660, 419]
